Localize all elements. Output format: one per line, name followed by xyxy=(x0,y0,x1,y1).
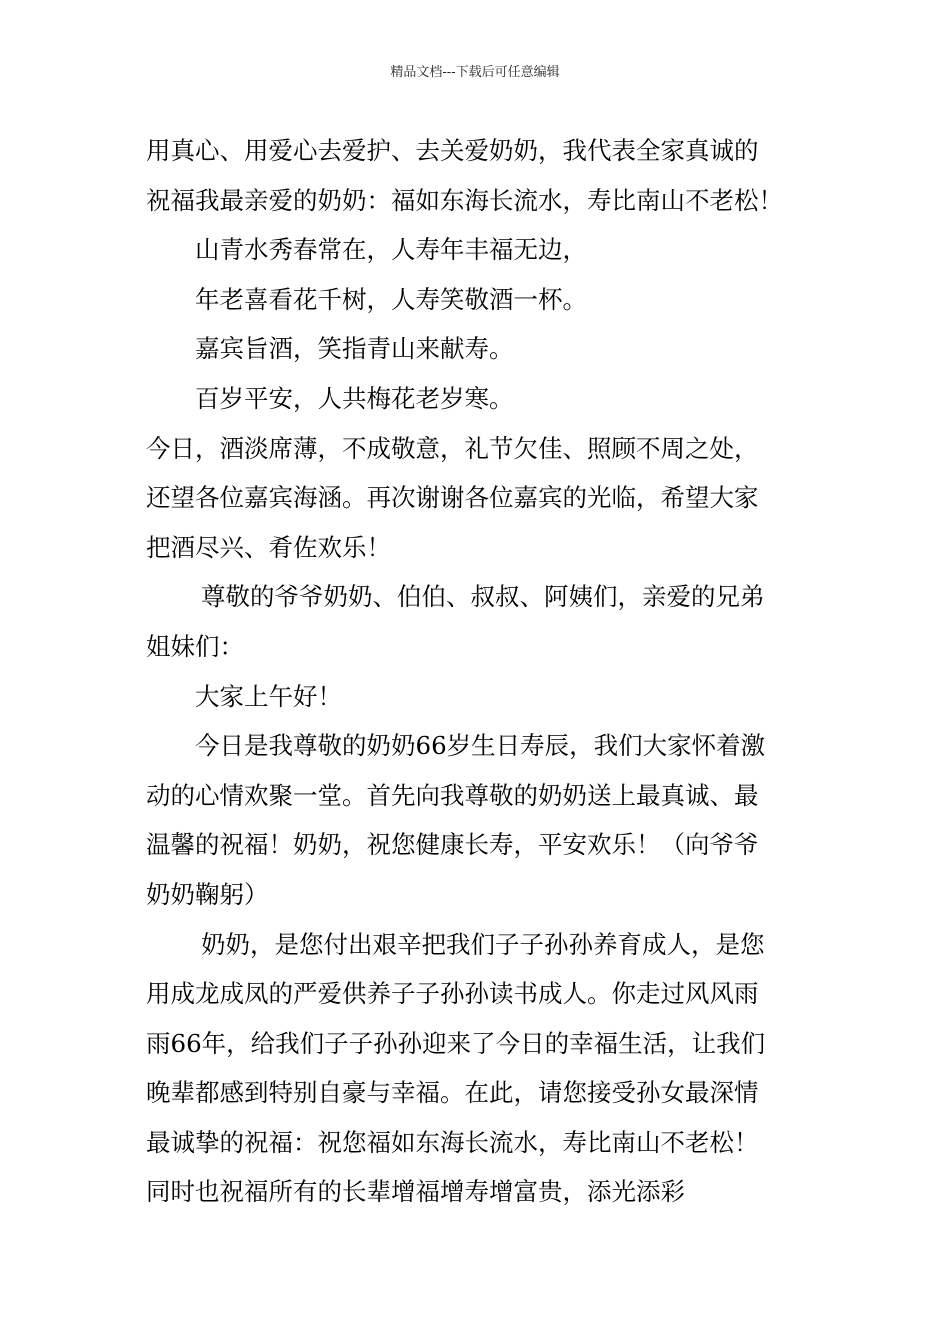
text-line: 温馨的祝福！奶奶，祝您健康长寿，平安欢乐！（向爷爷 xyxy=(146,830,759,860)
text-line: 动的心情欢聚一堂。首先向我尊敬的奶奶送上最真诚、最 xyxy=(146,780,759,810)
text-line: 姐妹们： xyxy=(146,631,244,661)
text-line: 山青水秀春常在，人寿年丰福无边， xyxy=(195,235,587,265)
text-line: 奶奶鞠躬） xyxy=(146,879,269,909)
text-line: 用成龙成凤的严爱供养子子孙孙读书成人。你走过风风雨 xyxy=(146,979,759,1009)
text-line: 同时也祝福所有的长辈增福增寿增富贵，添光添彩 xyxy=(146,1177,685,1207)
text-line: 大家上午好！ xyxy=(195,681,342,711)
text-line: 还望各位嘉宾海涵。再次谢谢各位嘉宾的光临，希望大家 xyxy=(146,483,759,513)
text-line: 最诚挚的祝福：祝您福如东海长流水，寿比南山不老松！ xyxy=(146,1127,759,1157)
text-line: 年老喜看花千树，人寿笑敬酒一杯。 xyxy=(195,284,587,314)
text-line: 今日是我尊敬的奶奶66岁生日寿辰，我们大家怀着激 xyxy=(195,731,766,761)
text-line: 用真心、用爱心去爱护、去关爱奶奶，我代表全家真诚的 xyxy=(146,136,759,165)
text-line: 今日，酒淡席薄，不成敬意，礼节欠佳、照顾不周之处， xyxy=(146,433,759,463)
text-line: 尊敬的爷爷奶奶、伯伯、叔叔、阿姨们，亲爱的兄弟 xyxy=(201,582,765,612)
text-line: 雨66年，给我们子子孙孙迎来了今日的幸福生活，让我们 xyxy=(146,1028,766,1058)
document-body xyxy=(146,126,811,1217)
text-line: 晚辈都感到特别自豪与幸福。在此，请您接受孙女最深情 xyxy=(146,1078,759,1108)
page-header: 精品文档---下载后可任意编辑 xyxy=(390,65,560,80)
text-line: 把酒尽兴、肴佐欢乐！ xyxy=(146,532,391,562)
text-line: 祝福我最亲爱的奶奶：福如东海长流水，寿比南山不老松！ xyxy=(146,185,783,215)
text-line: 百岁平安，人共梅花老岁寒。 xyxy=(195,383,514,413)
text-line: 嘉宾旨酒，笑指青山来献寿。 xyxy=(195,334,514,364)
text-line: 奶奶，是您付出艰辛把我们子子孙孙养育成人，是您 xyxy=(201,929,765,959)
